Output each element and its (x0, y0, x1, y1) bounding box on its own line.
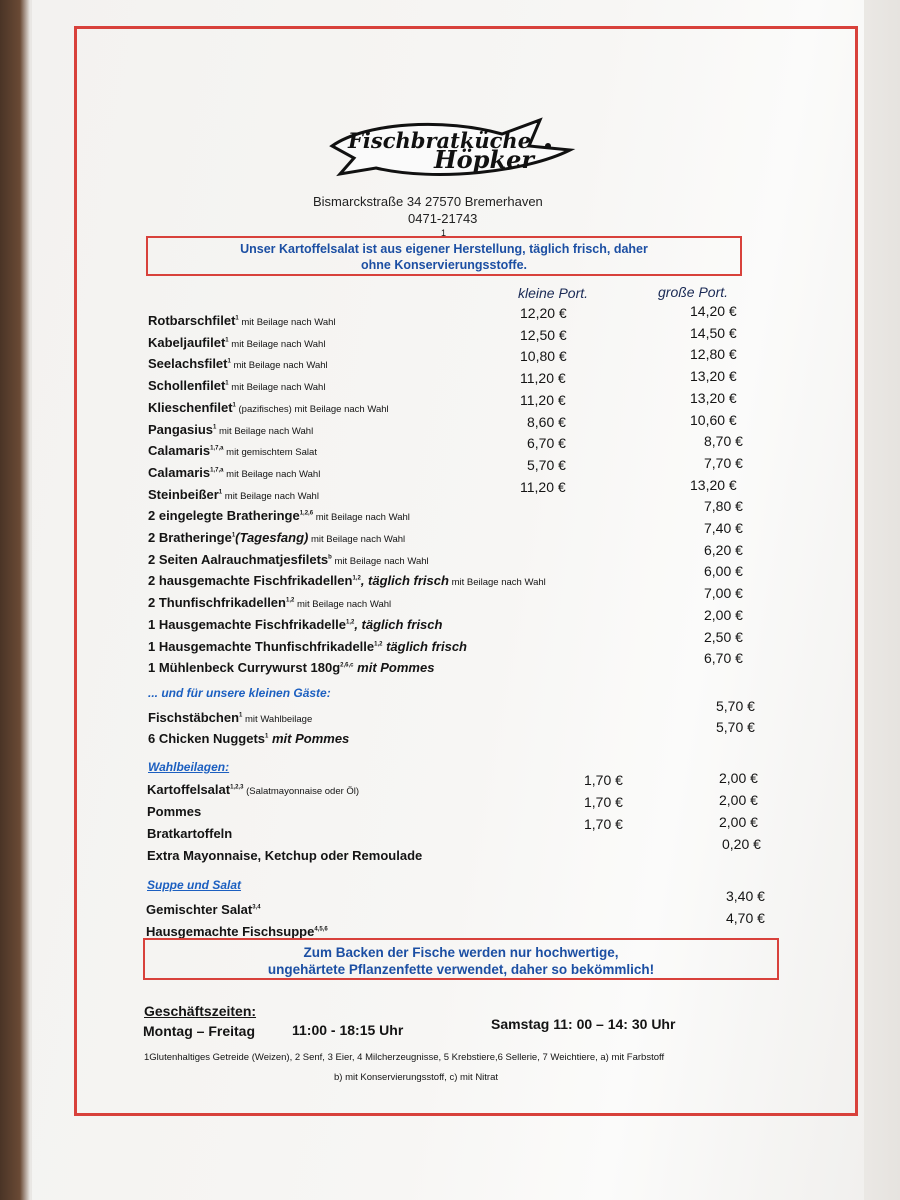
menu-item-name (148, 400, 389, 415)
item-name-text: Fischstäbchen (148, 710, 240, 725)
price-large: 14,20 € (690, 303, 737, 319)
price-small: 11,20 € (520, 370, 566, 387)
item-name-text: Klieschenfilet (148, 399, 233, 415)
price-large: 10,60 € (690, 411, 737, 428)
item-name-text: Gemischter Salat (146, 902, 253, 917)
menu-item-name (148, 530, 405, 545)
price: 5,70 € (716, 719, 755, 735)
item-name-text: Pommes (147, 804, 202, 819)
allergen-marker: 1,2,6 (299, 510, 314, 517)
menu-item-name (148, 573, 546, 588)
price: 3,40 € (726, 888, 765, 904)
item-extra-text: mit Pommes (353, 660, 435, 676)
item-name-text: Kartoffelsalat (147, 782, 231, 797)
item-note: mit Beilage nach Wahl (223, 468, 321, 480)
price-large: 2,00 € (704, 606, 743, 623)
item-name-text: Schollenfilet (148, 378, 226, 394)
item-note: mit Beilage nach Wahl (222, 490, 319, 502)
item-note: mit Beilage nach Wahl (238, 317, 336, 328)
hours-weekday: Montag – Freitag (143, 1023, 256, 1039)
fish-logo (326, 116, 576, 182)
top-note-line2: ohne Konservierungsstoffe. (361, 258, 527, 272)
menu-item-name (146, 902, 261, 917)
menu-item-name (148, 378, 325, 393)
price-large: 13,20 € (690, 476, 737, 493)
menu-item-name (148, 422, 313, 437)
item-note: mit Beilage nach Wahl (331, 555, 429, 567)
item-note: oder Öl) (322, 786, 360, 797)
allergen-marker: 1 (227, 359, 231, 366)
bottom-note-box (143, 938, 779, 980)
allergen-marker: 1 (235, 315, 239, 322)
allergen-marker: 1,7,a (210, 467, 224, 474)
allergen-marker: 1 (265, 733, 269, 740)
price-large: 7,80 € (704, 498, 743, 515)
allergen-marker: 1,2 (345, 619, 355, 626)
item-name-text: Bratkartoffeln (147, 826, 233, 841)
menu-item-name (148, 660, 434, 675)
menu-item-name (146, 924, 328, 939)
col-header-large: große Port. (658, 284, 729, 300)
bottom-note-line1: Zum Backen der Fische werden nur hochwertige, (303, 945, 619, 960)
price-small: 8,60 € (527, 413, 566, 430)
menu-item-name (148, 617, 442, 632)
price-large: 13,20 € (690, 368, 737, 385)
address: Bismarckstraße 34 27570 Bremerhaven (313, 194, 543, 209)
kids-section-title: ... und für unsere kleinen Gäste: (148, 686, 331, 700)
menu-item-name (148, 639, 467, 654)
price-large: 0,20 € (722, 836, 761, 852)
menu-item-name (147, 848, 422, 863)
item-name-text: Rotbarschfilet (148, 313, 236, 328)
menu-item-name (148, 465, 320, 480)
item-name-text: Calamaris (148, 443, 211, 459)
item-name-text: Seelachsfilet (148, 356, 228, 372)
allergen-marker: 1,2 (374, 641, 383, 648)
price-large: 7,00 € (704, 585, 743, 602)
item-name-text: 2 Bratheringe (148, 530, 232, 545)
allergen-marker: 1 (232, 402, 236, 409)
price-large: 6,20 € (704, 541, 743, 558)
allergen-marker: 2,6,c (340, 662, 354, 669)
price: 5,70 € (716, 698, 755, 714)
menu-item-name (147, 782, 359, 797)
allergen-marker: 3,4 (252, 904, 261, 911)
item-note: mit Beilage nach Wahl (228, 338, 326, 350)
item-extra-text: , täglich frisch (360, 573, 449, 589)
allergen-marker: 4,5,6 (314, 926, 328, 933)
allergen-marker: 1 (231, 532, 236, 539)
allergen-marker: 1 (225, 380, 229, 387)
price-large: 14,50 € (690, 324, 737, 341)
item-note: (pazifisches) mit Beilage nach Wahl (235, 403, 389, 415)
price-small: 6,70 € (527, 435, 566, 452)
price-large: 2,50 € (704, 628, 743, 645)
allergen-marker: 1,2 (285, 597, 295, 604)
price: 4,70 € (726, 910, 765, 926)
item-name-text: 2 Thunfischfrikadellen (148, 595, 286, 611)
logo-line1: Fischbratküche (348, 128, 532, 153)
price-large: 12,80 € (690, 346, 737, 363)
price-large: 2,00 € (719, 792, 758, 808)
soup-section-title: Suppe und Salat (147, 878, 242, 892)
page-number: 1 (441, 228, 447, 238)
price-large: 8,70 € (704, 433, 743, 450)
top-note-line1: Unser Kartoffelsalat ist aus eigener Herstellung, täglich frisch, daher (240, 242, 648, 256)
item-note: mit gemischtem Salat (223, 447, 317, 459)
price-large: 2,00 € (719, 770, 758, 786)
item-extra-text: mit Pommes (268, 731, 350, 746)
menu-item-name (148, 443, 317, 458)
allergen-marker: 1 (225, 337, 229, 344)
price-small: 11,20 € (520, 391, 566, 408)
item-name-text: Pangasius (148, 421, 214, 437)
allergen-marker: 1 (213, 424, 217, 431)
item-name-text: 1 Hausgemachte Fischfrikadelle (148, 616, 346, 632)
price-small: 1,70 € (584, 794, 623, 810)
menu-item-name (148, 356, 328, 371)
price-large: 6,00 € (704, 563, 743, 580)
hours-title: Geschäftszeiten: (144, 1003, 257, 1019)
price-large: 7,70 € (704, 454, 743, 471)
item-name-text: 1 Hausgemachte Thunfischfrikadelle (148, 638, 375, 654)
item-name-text: Hausgemachte Fischsuppe (146, 924, 315, 939)
price-small: 10,80 € (520, 348, 567, 365)
item-extra-text: täglich frisch (382, 638, 467, 654)
price-large: 6,70 € (704, 650, 743, 667)
item-name-text: 6 Chicken Nuggets (148, 731, 266, 746)
hours-weekday-time: 11:00 - 18:15 Uhr (292, 1022, 404, 1038)
item-note: (Salatmayonnaise (243, 786, 323, 797)
menu-item-name (148, 731, 349, 746)
item-name-text: Calamaris (148, 464, 211, 480)
item-name-text: 2 eingelegte Bratheringe (148, 508, 300, 524)
item-note: mit Beilage nach Wahl (313, 512, 410, 524)
menu-item-name (148, 552, 429, 567)
item-name-text: Steinbeißer (148, 486, 219, 502)
top-note-box (146, 236, 742, 276)
price-small: 11,20 € (520, 478, 566, 495)
item-note: mit Beilage nach Wahl (308, 534, 406, 545)
item-note: mit Beilage nach Wahl (448, 577, 546, 589)
col-header-small: kleine Port. (518, 285, 589, 301)
allergen-marker: 1,2 (352, 576, 361, 583)
price-small: 12,20 € (520, 305, 567, 321)
menu-item-name (148, 508, 410, 523)
allergen-marker: 1,7,a (210, 445, 224, 452)
item-name-text: Extra Mayonnaise, Ketchup oder Remoulade (147, 848, 423, 863)
menu-item-name (147, 804, 201, 819)
price-small: 5,70 € (527, 456, 566, 473)
price-large: 2,00 € (719, 814, 758, 830)
menu-item-name (148, 710, 312, 725)
price-small: 1,70 € (584, 772, 623, 788)
item-name-text: 1 Mühlenbeck Currywurst 180g (148, 660, 341, 676)
allergen-marker: 1 (239, 712, 243, 719)
item-name-text: 2 hausgemachte Fischfrikadellen (148, 573, 353, 589)
price-large: 7,40 € (704, 520, 743, 536)
item-name-text: 2 Seiten Aalrauchmatjesfilets (148, 551, 329, 567)
item-extra-text: (Tagesfang) (235, 530, 309, 545)
allergen-marker: 1,2,3 (230, 784, 244, 791)
price-large: 13,20 € (690, 389, 737, 406)
item-note: mit Beilage nach Wahl (294, 599, 392, 611)
menu-item-name (147, 826, 232, 841)
phone: 0471-21743 (408, 211, 478, 226)
item-note: mit Beilage nach Wahl (228, 382, 326, 394)
menu-item-name (148, 487, 319, 502)
allergen-marker: 1 (218, 489, 223, 496)
sides-section-title: Wahlbeilagen: (148, 760, 230, 774)
menu-item-name (148, 335, 325, 350)
allergen-marker: b (328, 554, 332, 561)
hours-saturday: Samstag 11: 00 – 14: 30 Uhr (491, 1016, 676, 1032)
item-note: mit Wahlbeilage (242, 714, 313, 725)
bottom-note-line2: ungehärtete Pflanzenfette verwendet, daher so bekömmlich! (267, 962, 655, 977)
price-small: 1,70 € (584, 816, 623, 832)
footnote-line2: b) mit Konservierungsstoff, c) mit Nitrat (334, 1072, 499, 1083)
logo-line2: Höpker (434, 145, 535, 174)
item-note: mit Beilage nach Wahl (230, 360, 328, 372)
price-small: 12,50 € (520, 326, 567, 343)
item-extra-text: , täglich frisch (354, 616, 443, 632)
menu-item-name (148, 313, 336, 328)
menu-item-name (148, 595, 391, 610)
item-name-text: Kabeljaufilet (148, 334, 226, 350)
item-note: mit Beilage nach Wahl (216, 425, 314, 437)
footnote-line1: 1Glutenhaltiges Getreide (Weizen), 2 Senf, 3 Eier, 4 Milcherzeugnisse, 5 Krebstiere,6 Sellerie, 7 Weichtiere, a) mit Farbstoff (144, 1052, 665, 1063)
